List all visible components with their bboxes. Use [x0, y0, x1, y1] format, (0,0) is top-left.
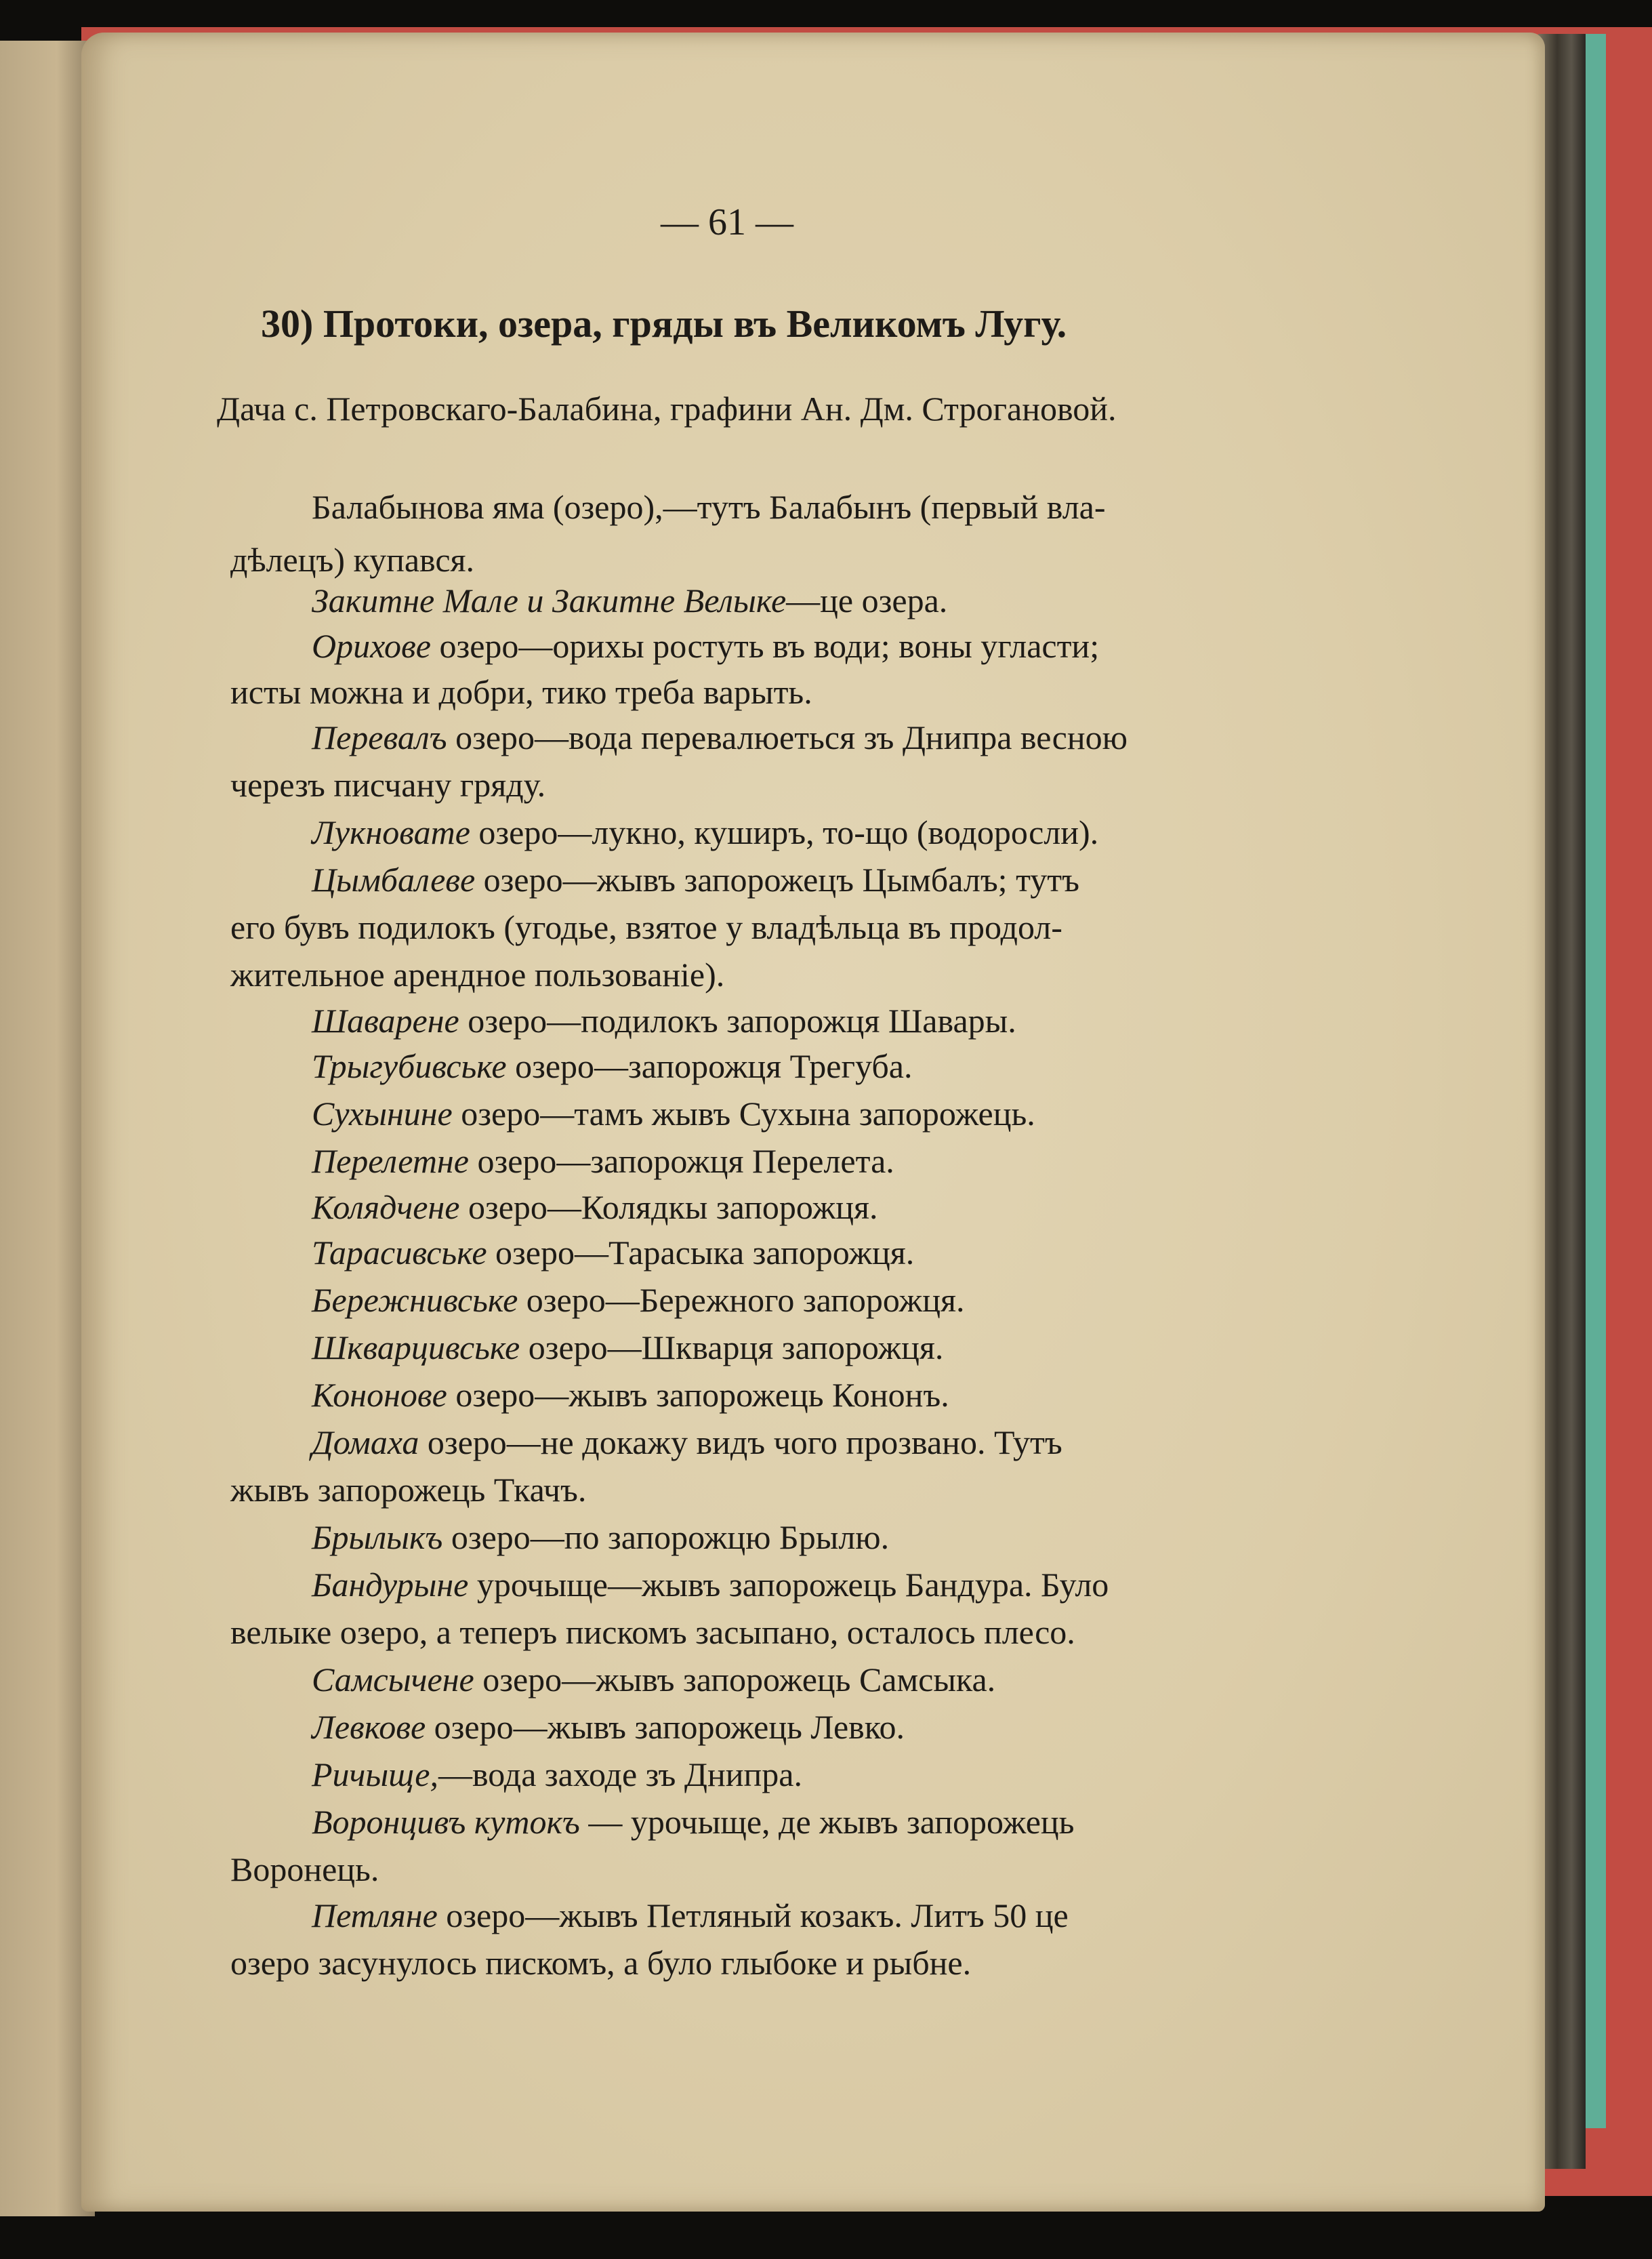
- text-line: Тарасивське озеро—Тарасыка запорожця.: [312, 1234, 915, 1271]
- place-name: Ричыще,: [312, 1755, 438, 1793]
- text-line: Бережнивське озеро—Бережного запорожця.: [312, 1281, 965, 1319]
- text-line: жительное арендное пользованіе).: [230, 956, 725, 994]
- place-name: Кононове: [312, 1376, 447, 1414]
- place-name: Трыгубивське: [312, 1047, 507, 1085]
- text-line: Колядчене озеро—Колядкы запорожця.: [312, 1188, 878, 1226]
- facing-page-edge: [0, 41, 95, 2216]
- text-line: Домаха озеро—не докажу видъ чого прозвано. Тутъ: [312, 1423, 1062, 1461]
- book-page: [81, 33, 1545, 2212]
- text-line: велыке озеро, а теперъ пискомъ засыпано, осталось плесо.: [230, 1613, 1075, 1651]
- text-line: Воронцивъ кутокъ — урочыще, де жывъ запорожець: [312, 1803, 1075, 1841]
- text-line: Петляне озеро—жывъ Петляный козакъ. Литъ 50 це: [312, 1896, 1069, 1934]
- text-line: Сухынине озеро—тамъ жывъ Сухына запорожець.: [312, 1095, 1035, 1133]
- text-line: Закитне Мале и Закитне Велыке—це озера.: [312, 582, 948, 619]
- place-name: Орихове: [312, 627, 431, 665]
- place-name: Бандурыне: [312, 1566, 469, 1604]
- page-number: — 61 —: [661, 201, 793, 243]
- text-line: Воронець.: [230, 1850, 379, 1888]
- place-name: Бережнивське: [312, 1281, 518, 1319]
- place-name: Петляне: [312, 1896, 438, 1934]
- text-line: Кононове озеро—жывъ запорожець Кононъ.: [312, 1376, 949, 1414]
- text-line: Шкварцивське озеро—Шкварця запорожця.: [312, 1328, 944, 1366]
- text-line: озеро засунулось пискомъ, а було глыбоке и рыбне.: [230, 1944, 972, 1982]
- place-name: Самсычене: [312, 1661, 474, 1698]
- text-line: Трыгубивське озеро—запорожця Трегуба.: [312, 1047, 913, 1085]
- page-block-edge: [1538, 34, 1586, 2169]
- place-name: Воронцивъ кутокъ: [312, 1803, 580, 1841]
- text-line: Лукновате озеро—лукно, куширъ, то-що (водоросли).: [312, 813, 1099, 851]
- place-name: Шаварене: [312, 1002, 459, 1040]
- text-line: Бандурыне урочыще—жывъ запорожець Бандура. Було: [312, 1566, 1109, 1604]
- text-line: черезъ писчану гряду.: [230, 766, 546, 804]
- place-name: Перелетне: [312, 1142, 469, 1180]
- subheading: Дача с. Петровскаго-Балабина, графини Ан. Дм. Строгановой.: [217, 390, 1117, 428]
- place-name: Брылыкъ: [312, 1518, 443, 1556]
- section-heading: 30) Протоки, озера, гряды въ Великомъ Лугу.: [261, 302, 1067, 346]
- text-line: Ричыще,—вода заходе зъ Днипра.: [312, 1755, 802, 1793]
- place-name: Шкварцивське: [312, 1328, 520, 1366]
- place-name: Закитне Мале и Закитне Велыке: [312, 582, 787, 619]
- text-line: Перевалъ озеро—вода перевалюеться зъ Днипра весною: [312, 718, 1128, 756]
- place-name: Перевалъ: [312, 718, 447, 756]
- text-line: Левкове озеро—жывъ запорожець Левко.: [312, 1708, 905, 1746]
- place-name: Сухынине: [312, 1095, 453, 1133]
- text-line: Брылыкъ озеро—по запорожцю Брылю.: [312, 1518, 890, 1556]
- place-name: Колядчене: [312, 1188, 460, 1226]
- text-line: жывъ запорожець Ткачъ.: [230, 1471, 587, 1509]
- place-name: Цымбалеве: [312, 861, 476, 899]
- place-name: Левкове: [312, 1708, 426, 1746]
- text-line: исты можна и добри, тико треба варыть.: [230, 673, 812, 711]
- text-line: Цымбалеве озеро—жывъ запорожецъ Цымбалъ; тутъ: [312, 861, 1079, 899]
- page-text: [81, 33, 1545, 2212]
- place-name: Домаха: [312, 1423, 419, 1461]
- text-line: Орихове озеро—орихы ростуть въ води; воны угласти;: [312, 627, 1100, 665]
- place-name: Тарасивське: [312, 1234, 487, 1271]
- text-line: Самсычене озеро—жывъ запорожець Самсыка.: [312, 1661, 996, 1698]
- place-name: Лукновате: [312, 813, 470, 851]
- text-line: Шаварене озеро—подилокъ запорожця Шавары.: [312, 1002, 1016, 1040]
- text-line: дѣлецъ) купався.: [230, 541, 475, 579]
- text-line: Перелетне озеро—запорожця Перелета.: [312, 1142, 894, 1180]
- text-line: его бувъ подилокъ (угодье, взятое у владѣльца въ продол-: [230, 908, 1062, 946]
- text-line: Балабынова яма (озеро),—тутъ Балабынъ (первый вла-: [312, 488, 1106, 526]
